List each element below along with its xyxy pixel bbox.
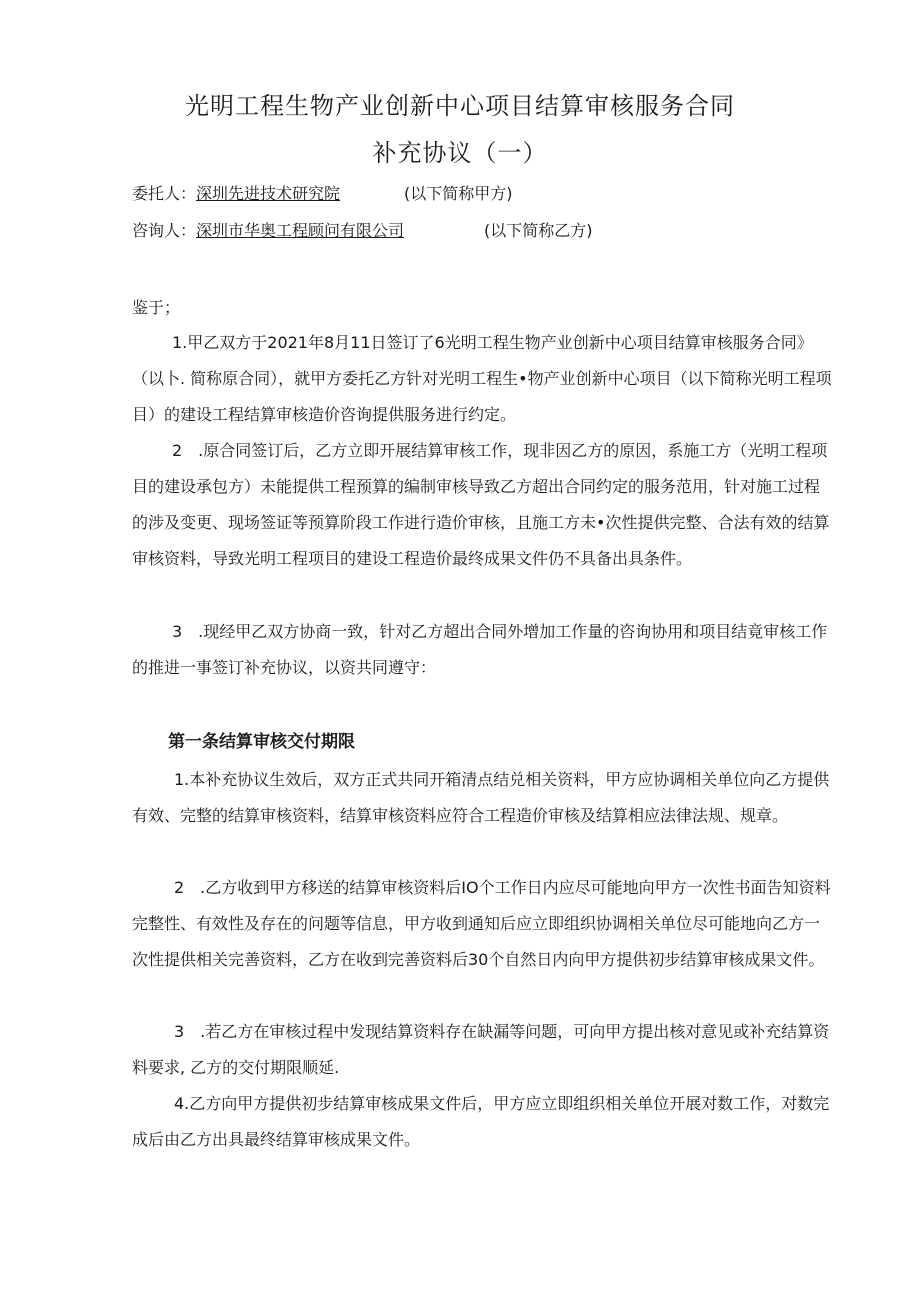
client-label: 委托人： <box>132 184 197 203</box>
article-1-heading: 第一条结算审核交付期限 <box>168 732 355 752</box>
consultant-line <box>132 218 593 241</box>
article-1-clause-2: 2 .乙方收到甲方移送的结算审核资料后IO个工作日内应尽可能地向甲方一次性书面告知资料完整性、有效性及存在的问题等信息，甲方收到通知后应立即组织协调相关单位尽可能地向乙方一次性提供相关完善资料，乙方在收到完善资料后30个自然日内向甲方提供初步结算审核成果文件。 <box>132 878 831 969</box>
consultant-label: 咨询人： <box>132 221 197 240</box>
client-abbreviation: (以下简称甲方) <box>404 184 513 203</box>
article-1-clause-1: 1.本补充协议生效后，双方正式共同开箱清点结兑相关资料，甲方应协调相关单位向乙方提供有效、完整的结算审核资料，结算审核资料应符合工程造价审核及结算相应法律法规、规章。 <box>132 770 830 825</box>
contract-title: 光明工程生物产业创新中心项目结算审核服务合同 <box>185 92 735 120</box>
whereas-label: 鉴于； <box>132 298 181 317</box>
consultant-abbreviation: (以下简称乙方) <box>484 221 593 240</box>
agreement-subtitle: 补充协议（一） <box>372 139 548 167</box>
whereas-clause-2: 2 .原合同签订后，乙方立即开展结算审核工作，现非因乙方的原因，系施工方（光明工程项目的建设承包方）未能提供工程预算的编制审核导致乙方超出合同约定的服务范用，针对施工过程的涉及变更、现场签证等预算阶段工作进行造价审核，且施工方未•次性提供完整、合法有效的结算审核资料，导致光明工程项目的建设工程造价最终成果文件仍不具备出具条件。 <box>132 441 830 568</box>
whereas-clause-3: 3 .现经甲乙双方协商一致，针对乙方超出合同外增加工作量的咨询协用和项目结竟审核工作的推进一事签订补充协议，以资共同遵守： <box>132 622 828 677</box>
consultant-name: 深圳市华奥工程顾问有限公司 <box>196 221 405 240</box>
client-line <box>132 181 513 204</box>
client-name: 深圳先进技术研究院 <box>196 184 341 203</box>
article-1-clause-4: 4.乙方向甲方提供初步结算审核成果文件后，甲方应立即组织相关单位开展对数工作，对数完成后由乙方出具最终结算审核成果文件。 <box>132 1094 830 1149</box>
whereas-clause-1: 1.甲乙双方于2021年8月11日签订了6光明工程生物产业创新中心项目结算审核服务合同》（以卜. 简称原合同），就甲方委托乙方针对光明工程生•物产业创新中心项目（以下简称光明工程项目）的建设工程结算审核造价咨询提供服务进行约定。 <box>132 333 832 424</box>
article-1-clause-3: 3 .若乙方在审核过程中发现结算资料存在缺漏等问题，可向甲方提出核对意见或补充结算资料要求, 乙方的交付期限顺延. <box>132 1022 830 1077</box>
